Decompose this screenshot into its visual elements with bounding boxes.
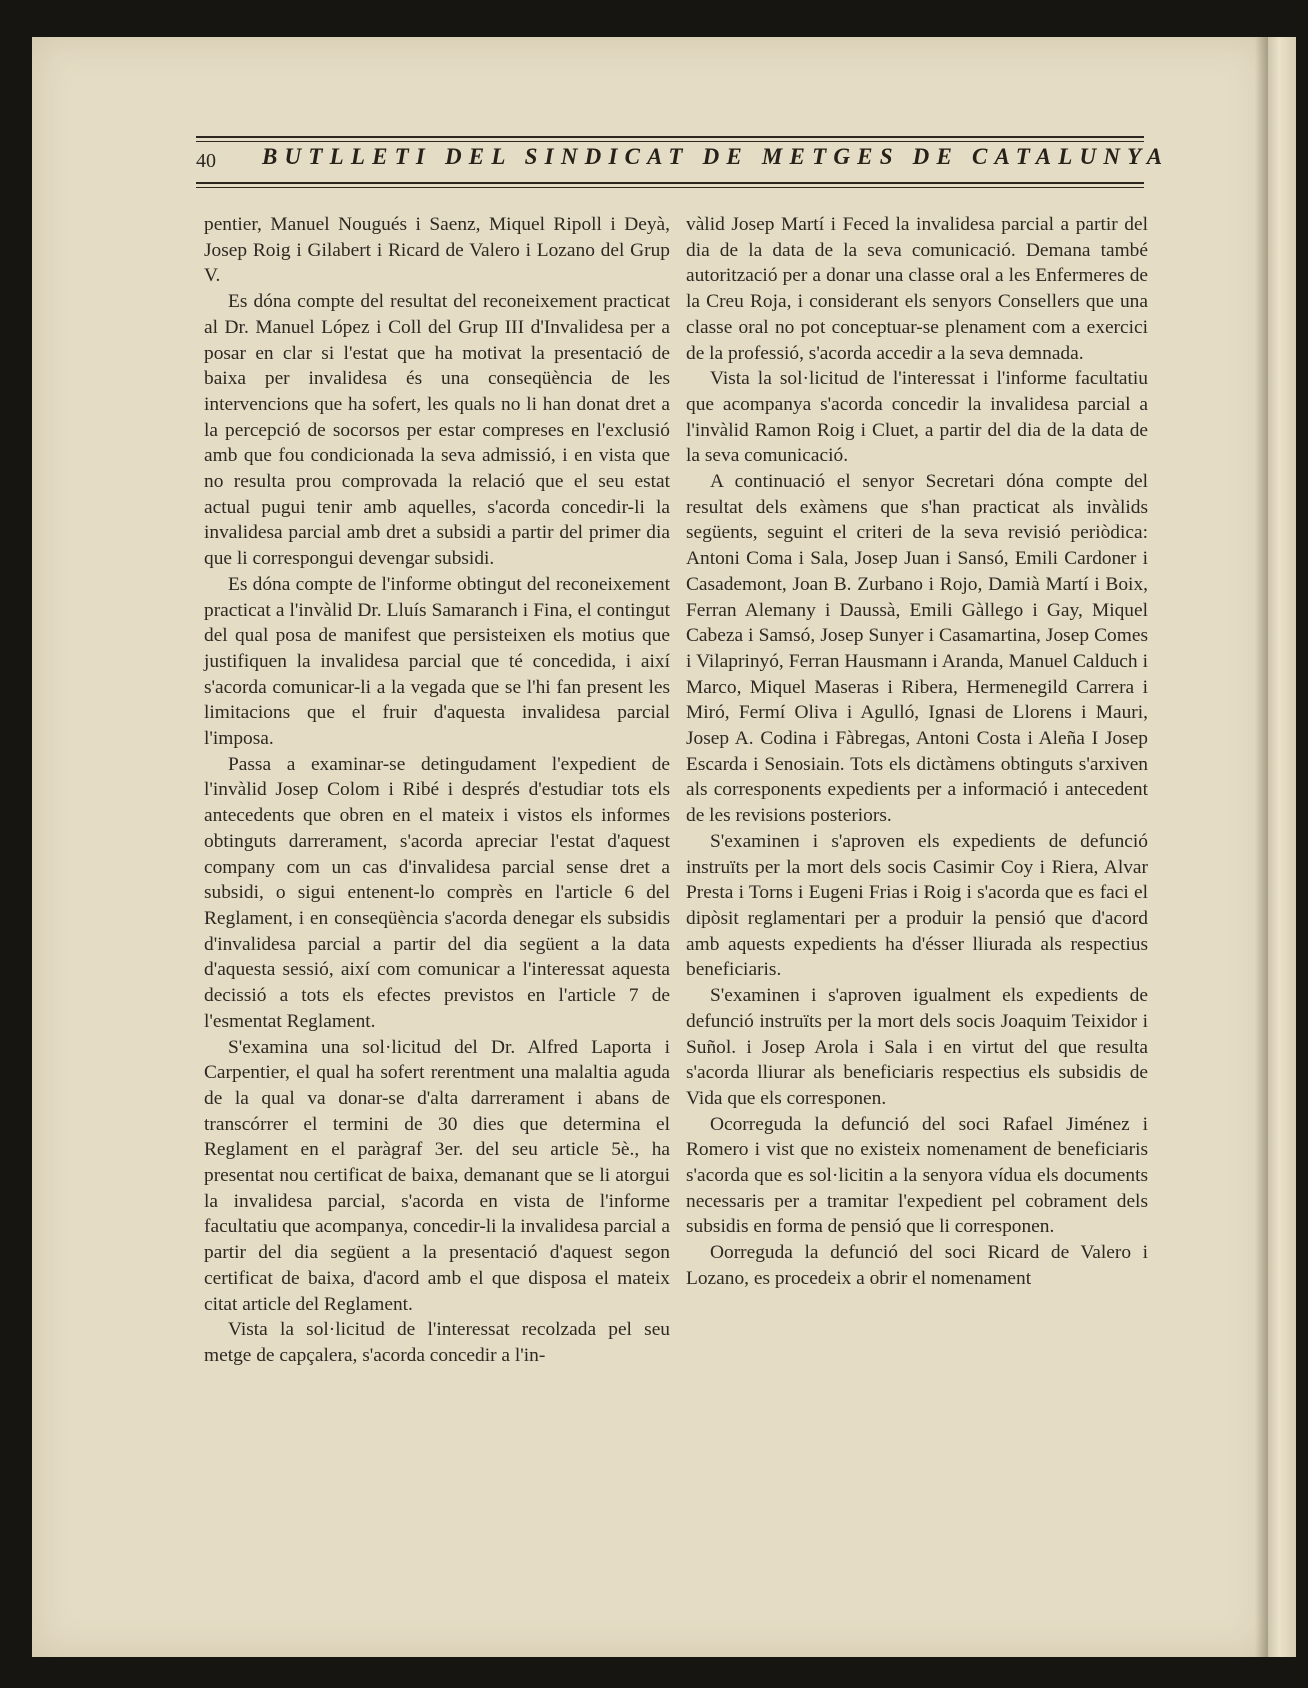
running-title: BUTLLETI DEL SINDICAT DE METGES DE CATALUNYA <box>262 144 1170 169</box>
paragraph: S'examina una sol·licitud del Dr. Alfred Laporta i Carpentier, el qual ha sofert rerentment una malaltia aguda de la qual va donar-se d'alta darrerament i abans de transcórrer el termini de 30 dies que determina el Reglament en el paràgraf 3er. del seu article 5è., ha presentat nou certificat de baixa, demanant que se li atorgui la invalidesa parcial, s'acorda en vista de l'informe facultatiu que acompanya, concedir-li la invalidesa parcial a partir del dia següent a la presentació d'aquest segon certificat de baixa, d'acord amb el que disposa el mateix citat article del Reglament. <box>204 1036 670 1315</box>
right-column <box>686 212 1148 1292</box>
running-header <box>196 136 1170 198</box>
header-top-rule-thin <box>196 141 1144 142</box>
left-column <box>204 212 670 1369</box>
header-bottom-rule-thin <box>196 187 1144 188</box>
paragraph: Vista la sol·licitud de l'interessat recolzada pel seu metge de capçalera, s'acorda concedir a l'in- <box>204 1319 670 1366</box>
paragraph: A continuació el senyor Secretari dóna compte del resultat dels exàmens que s'han practicat als invàlids següents, seguint el criteri de la seva revisió periòdica: Antoni Coma i Sala, Josep Juan i Sansó, Emili Cardoner i Casademont, Joan B. Zurbano i Rojo, Damià Martí i Boix, Ferran Alemany i Daussà, Emili Gàllego i Gay, Miquel Cabeza i Samsó, Josep Sunyer i Casamartina, Josep Comes i Vilaprinyó, Ferran Hausmann i Aranda, Manuel Calduch i Marco, Miquel Maseras i Ribera, Hermenegild Carrera i Miró, Fermí Oliva i Agulló, Ignasi de Llorens i Mauri, Josep A. Codina i Fàbregas, Antoni Costa i Aleña I Josep Escarda i Senosiain. Tots els dictàmens obtinguts s'arxiven als corresponents expedients per a informació i antecedent de les revisions posteriors. <box>686 471 1148 827</box>
paragraph: Ocorreguda la defunció del soci Rafael Jiménez i Romero i vist que no existeix nomenament de beneficiaris s'acorda que es sol·licitin a la senyora vídua els documents necessaris per a tramitar l'expedient pel cobrament dels subsidis en forma de pensió que li corresponen. <box>686 1113 1148 1238</box>
page-edge <box>1268 37 1296 1657</box>
paragraph: Oorreguda la defunció del soci Ricard de Valero i Lozano, es procedeix a obrir el nomenament <box>686 1242 1148 1289</box>
header-top-rule <box>196 136 1144 138</box>
page-number: 40 <box>196 150 216 172</box>
paragraph: vàlid Josep Martí i Feced la invalidesa parcial a partir del dia de la data de la seva comunicació. Demana també autorització per a donar una classe oral a les Enfermeres de la Creu Roja, i considerant els senyors Consellers que una classe oral no pot conceptuar-se plenament com a exercici de la professió, s'acorda accedir a la seva demnada. <box>686 214 1148 364</box>
paragraph: S'examinen i s'aproven igualment els expedients de defunció instruïts per la mort dels socis Joaquim Teixidor i Suñol. i Josep Arola i Sala i en virtut del que resulta s'acorda lliurar als beneficiaris respectius els subsidis de Vida que els corresponen. <box>686 985 1148 1109</box>
paragraph: Es dóna compte de l'informe obtingut del reconeixement practicat a l'invàlid Dr. Lluís Samaranch i Fina, el contingut del qual posa de manifest que persisteixen els motius que justifiquen la invalidesa parcial que té concedida, i així s'acorda comunicar-li a la vegada que se l'hi fan present les limitacions que el fruir d'aquesta invalidesa parcial l'imposa. <box>204 573 670 750</box>
header-bottom-rule <box>196 182 1144 184</box>
paragraph: S'examinen i s'aproven els expedients de defunció instruïts per la mort dels socis Casimir Coy i Riera, Alvar Presta i Torns i Eugeni Frias i Roig i s'acorda que es faci el dipòsit reglamentari per a produir la pensió que d'acord amb aquests expedients ha d'ésser lliurada als respectius beneficiaris. <box>686 830 1148 981</box>
paragraph: pentier, Manuel Nougués i Saenz, Miquel Ripoll i Deyà, Josep Roig i Gilabert i Ricard de Valero i Lozano del Grup V. <box>204 214 670 287</box>
binding-shadow <box>1255 37 1269 1657</box>
paragraph: Es dóna compte del resultat del reconeixement practicat al Dr. Manuel López i Coll del Grup III d'Invalidesa per a posar en clar si l'estat que ha motivat la presentació de baixa per invalidesa és una conseqüència de les intervencions que ha sofert, les quals no li han donat dret a la percepció de socorsos per estar compreses en l'exclusió amb que fou condicionada la seva admissió, i en vista que no resulta prou comprovada la relació que el seu estat actual pugui tenir amb aquelles, s'acorda concedir-li la invalidesa parcial amb dret a subsidi a partir del primer dia que li correspongui devengar subsidi. <box>204 291 670 570</box>
paragraph: Vista la sol·licitud de l'interessat i l'informe facultatiu que acompanya s'acorda concedir la invalidesa parcial a l'invàlid Ramon Roig i Cluet, a partir del dia de la data de la seva comunicació. <box>686 368 1148 467</box>
paragraph: Passa a examinar-se detingudament l'expedient de l'invàlid Josep Colom i Ribé i després d'estudiar tots els antecedents que obren en el mateix i vistos els informes obtinguts darrerament, s'acorda apreciar l'estat d'aquest company com un cas d'invalidesa parcial sense dret a subsidi, o sigui entenent-lo comprès en l'article 6 del Reglament, i en conseqüència s'acorda denegar els subsidis d'invalidesa parcial a partir del dia següent a la data d'aquesta sessió, així com comunicar a l'interessat aquesta decissió a tots els efectes previstos en l'article 7 de l'esmentat Reglament. <box>204 753 670 1032</box>
